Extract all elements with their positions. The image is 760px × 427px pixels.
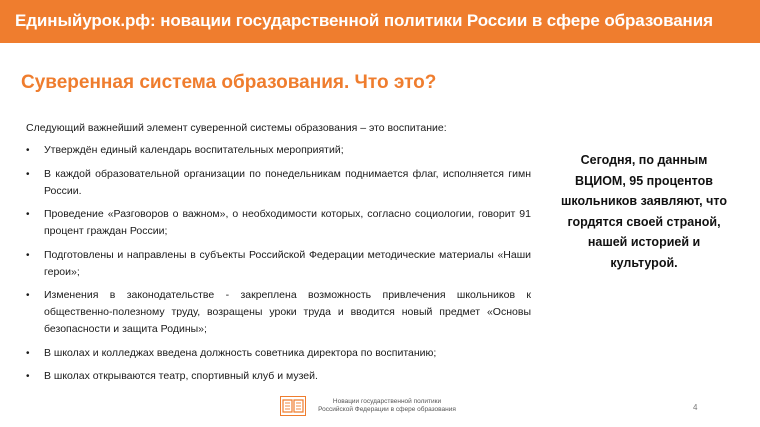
bullet-text: В каждой образовательной организации по понедельникам поднимается флаг, исполняется гимн России. — [44, 167, 531, 197]
bullet-dot-icon: • — [26, 290, 30, 301]
bullet-dot-icon: • — [26, 168, 30, 180]
page-number: 4 — [693, 403, 698, 412]
bullet-text: Проведение «Разговоров о важном», о необходимости которых, согласно социологии, говорит 91 процент граждан России; — [44, 208, 531, 237]
bullet-item — [26, 345, 531, 362]
bullet-dot-icon: • — [26, 249, 30, 261]
intro-text: Следующий важнейший элемент суверенной системы образования – это воспитание: — [26, 122, 447, 134]
footer-line-1: Новации государственной политики — [332, 398, 442, 405]
bullet-text: Изменения в законодательстве - закреплена возможность привлечения школьников к общественно-полезному труду, возращены уроки труда и вводится новый предмет «Основы безопасности и защита Родины»; — [44, 289, 531, 335]
footer-text — [312, 398, 462, 414]
bullet-text: Утверждён единый календарь воспитательных мероприятий; — [44, 144, 344, 156]
bullet-item — [26, 368, 531, 385]
header-title: Единыйурок.рф: новации государственной политики России в сфере образования — [15, 11, 713, 30]
bullet-item — [26, 142, 531, 159]
footer-line-2: Российской Федерации в сфере образования — [318, 406, 456, 413]
bullet-text: Подготовлены и направлены в субъекты Российской Федерации методические материалы «Наши герои»; — [44, 248, 531, 278]
bullet-text: В школах и колледжах введена должность советника директора по воспитанию; — [44, 346, 437, 359]
callout-text: Сегодня, по данным ВЦИОМ, 95 процентов школьников заявляют, что гордятся своей страной, нашей историей и культурой. — [561, 153, 727, 270]
bullet-item — [26, 166, 531, 200]
bullet-dot-icon: • — [26, 371, 30, 382]
bullet-dot-icon: • — [26, 347, 30, 359]
header-bar — [0, 0, 760, 43]
bullet-item — [26, 206, 531, 240]
bullet-dot-icon: • — [26, 209, 30, 220]
bullet-item — [26, 287, 531, 338]
open-book-icon — [280, 396, 306, 416]
section-title: Суверенная система образования. Что это? — [21, 72, 437, 93]
bullet-list — [26, 142, 531, 392]
bullet-dot-icon: • — [26, 145, 30, 156]
bullet-item — [26, 247, 531, 281]
bullet-text: В школах открываются театр, спортивный клуб и музей. — [44, 370, 318, 382]
